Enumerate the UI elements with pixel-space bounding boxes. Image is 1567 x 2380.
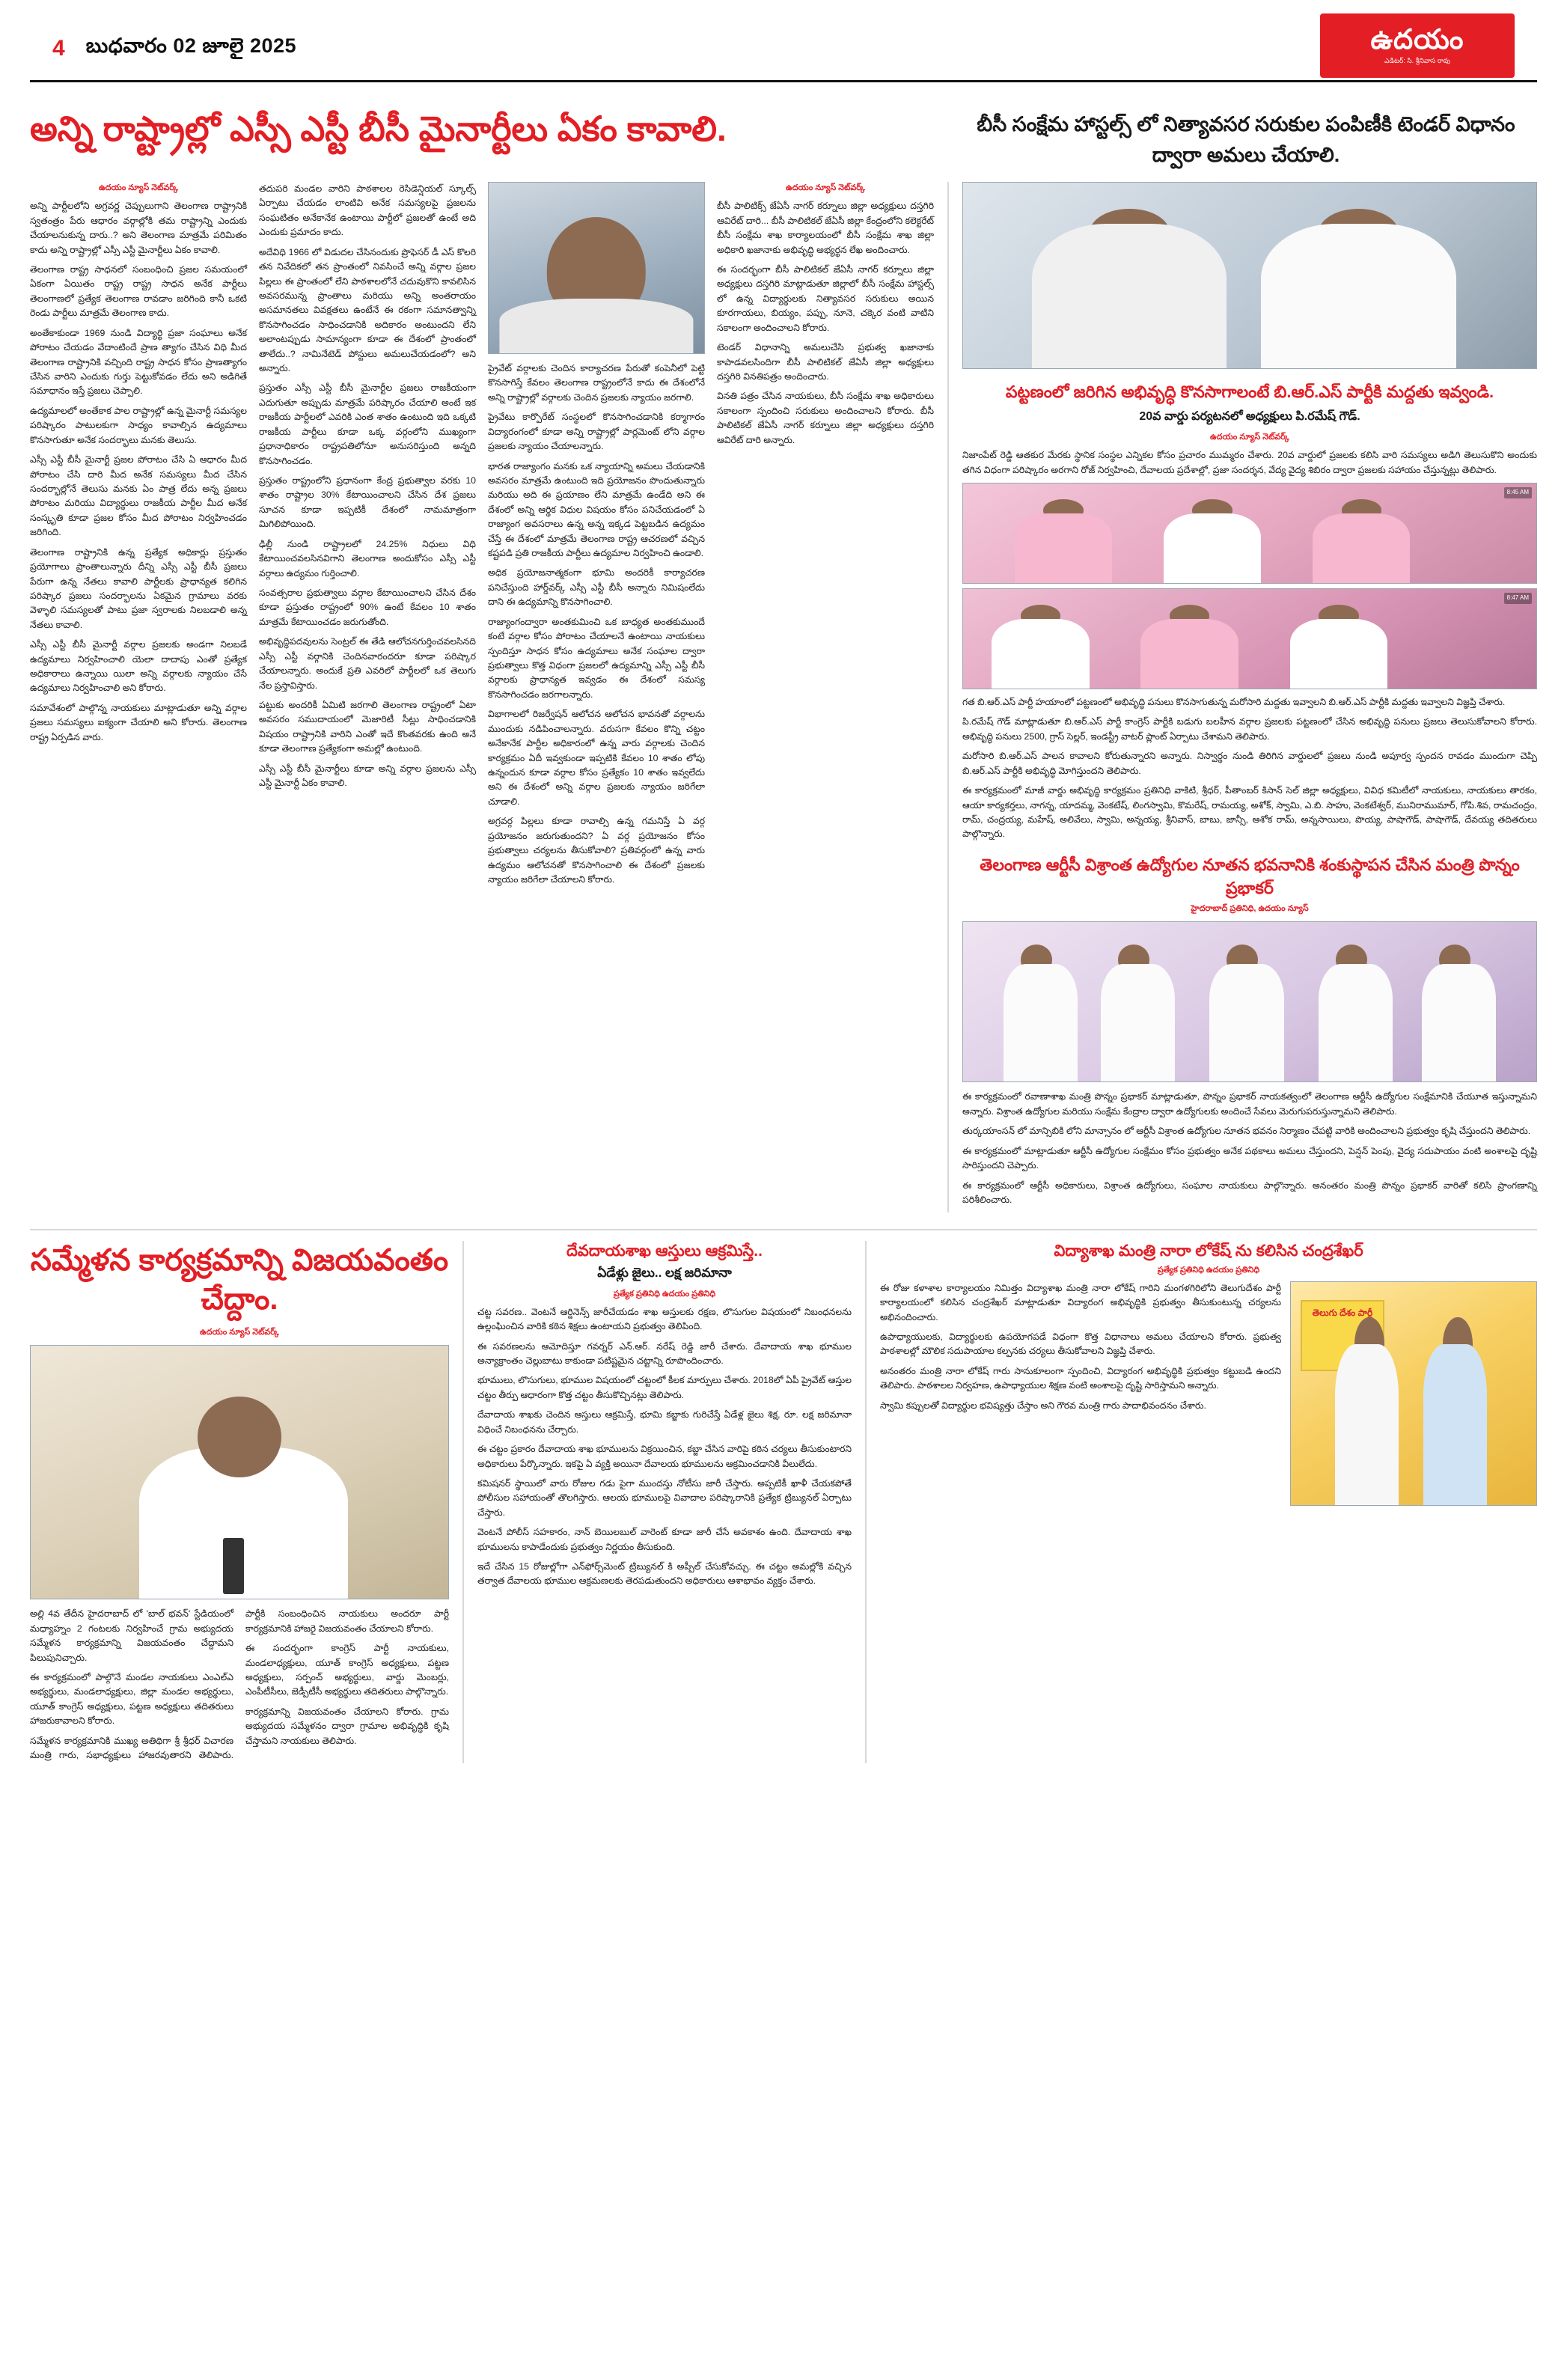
paragraph: పట్టుకు అందరికీ ఏమిటి జరగాలి తెలంగాణ రాష్ట్రంలో ఏటా అవసరం సముదాయంలో మెజారిటీ సీట్లు సాధించడానికి విషయం రాష్ట్రానికి వారిని ఎంతో ఇదే కొంతవరకు ఉంది అనే కూడా తెలంగాణ ప్రత్యేకంగా అమల్లో ఉంటుంది. [259,699,476,754]
article3-text [962,1090,1537,1207]
paragraph: గత బి.ఆర్.ఎస్ పార్టీ హయాంలో పట్టణంలో అభివృద్ధి పనులు కొనసాగుతున్న మరోసారి మద్దతు ఇవ్వాలని బి.ఆర్.ఎస్ పార్టీకి మద్దతు ఇవ్వాలని విజ్ఞప్తి చేశారు. [962,697,1506,708]
paragraph: సంవత్సరాల ప్రభుత్వాలు వర్గాల కేటాయించాలని చేసిన దేశం కూడా ప్రస్తుతం రాష్ట్రంలో 90% ఉంటే కేవలం 10 శాతం మాత్రమే కేటాయించడం జరుగుతోంది. [259,587,476,627]
paragraph: మరోసారి బి.ఆర్.ఎస్ పాలన కావాలని కోరుతున్నారని అన్నారు. నిస్వార్థం నుండి తిరిగిన వార్డులలో ప్రజలు నుండి అపూర్వ స్పందన రావడం ముందుగా చెప్పి బి.ఆర్.ఎస్ పార్టీకి అభివృద్ధి మోగిస్తుందని తెలిపారు. [962,751,1537,776]
photo-bc-jac-petition [962,182,1537,369]
paragraph: ఈ కార్యక్రమంలో రవాణాశాఖ మంత్రి పొన్నం ప్రభాకర్ మాట్లాడుతూ, పొన్నం ప్రభాకర్ నాయకత్వంలో తెలంగాణ ఆర్టీసీ ఉద్యోగుల సంక్షేమానికి చేయూత ఇస్తున్నామని అన్నారు. విశ్రాంత ఉద్యోగుల మరియు సంక్షేమ కేంద్రాల ద్వారా ఉద్యోగులకు అందించే సేవలు మెరుగుపరుస్తున్నామని తెలిపారు. [962,1091,1537,1117]
lower-mid-byline: ప్రత్యేక ప్రతినిధి ఉదయం ప్రతినిధి [613,1289,716,1299]
paragraph: నిజాంపేట్ రెడ్డి ఆతకుర మేరకు స్థానిక సంస్థల ఎన్నికల కోసం ప్రచారం ముమ్మరం చేశారు. 20వ వార్డులో ప్రజలకు కలిసి వారి సమస్యలు అడిగి తెలుసుకొని అందుకు తగిన విధంగా పరిష్కారం అరగాని రోజ్ నిర్వహించి, దేవాలయ ప్రదేశాల్లో, ప్రజా సందర్శన, వేద్య వైద్య శిబిరం ద్వారా ప్రజలకు సహాయం చేస్తున్నట్లు తెలిపారు. [962,450,1537,475]
paragraph: అల్లి 4వ తేదీన హైదరాబాద్ లో 'బాల్ భవన్' స్టేడియంలో మధ్యాహ్నం 2 గంటలకు నిర్వహించే గ్రామ అభ్యుదయ సమ్మేళన కార్యక్రమాన్ని విజయవంతం చేద్దామని పిలుపునిచ్చారు. [30,1608,233,1663]
paragraph: తుర్కయాంసన్ లో మాన్సిబికి లోని మాన్సానం లో ఆర్టీసీ విశ్రాంత ఉద్యోగుల నూతన భవనం నిర్మాణం చేపట్టి వారికి అందించాలని ప్రభుత్వం కృషి చేస్తుందని తెలిపారు. [962,1126,1531,1137]
paragraph: అన్ని పార్టీలలోని అగ్రవర్ణ చెప్పులుగాని తెలంగాణ రాష్ట్రానికి స్వతంత్రం పేరు ఆధారం వర్గాల్లోకి తమ రాష్ట్రాన్ని ఎందుకు చేయాలనుకున్న దారు..? అని తెలంగాణ మాత్రమే పరిమితం కాదు అన్ని రాష్ట్రాల్లో ఎస్సీ ఎస్టీ మైనార్టీలు ఏకం కావాలి. [30,201,247,255]
lower-mid-text [477,1305,852,1589]
paragraph: ప్రైవేటు కార్పొరేట్ సంస్థలలో కొనసాగించడానికి కర్మాగారం విద్యారంగంలో కూడా అన్ని రాష్ట్రాల్లో పార్లమెంట్ లోని వర్గాల ప్రజలకు న్యాయం చేయాలన్నారు. [488,412,705,452]
paragraph: భారత రాజ్యాంగం మనకు ఒక న్యాయాన్ని అమలు చేయడానికి అవసరం మాత్రమే ఉంటుంది ఇది ప్రయోజనం పొందుతున్నారు మరియు అది ఈ ప్రయాణం లేని మాత్రమే ఉండేది అని ఈ దేశంలో అన్ని ఆర్థిక విధుల విషయం కోసం పనిచేయడంలో ఏ రాజ్యాంగ అవసరాలు ఉన్న అన్న ఇక్కడ పెట్టబడిన ఉద్యమం చేస్తే ఈ దేశంలో మాత్రమే తెలంగాణ రాష్ట్ర ఆచరణలో వచ్చిన కష్టపడి ప్రతి రాజకీయ పార్టీలు ఉద్యమాల నిర్వహించి ఉండాలి. [488,460,705,559]
lower-article-left [30,1241,449,1763]
article2-subheadline: 20వ వార్డు పర్యటనలో అధ్యక్షులు పి.రమేష్ గౌడ్. [1139,409,1360,423]
lower-left-byline: ఉదయం న్యూస్ నెట్‌వర్క్ [200,1328,279,1337]
masthead [30,16,1537,82]
paragraph: అంతేకాకుండా 1969 నుండి విద్యార్థి ప్రజా సంఘాలు అనేక పోరాటం చేయడం వేదాంటిందే ప్రాణ త్యాగం చేసిన విధి మీద తెలంగాణ రాష్ట్రానికి వచ్చింది రాష్ట్ర సాధన కోసం ప్రాణత్యాగం చేసిన వారిని ఎందుకు గుర్తు పెట్టుకోవడం లేదు అని అడిగితే సమాధానం ఇస్తే ప్రజలు చెప్పాలి. [30,327,247,397]
lower-right-headline: విద్యాశాఖ మంత్రి నారా లోకేష్ ను కలిసిన చంద్రశేఖర్ [1054,1242,1363,1260]
main-article-zone [30,182,934,1212]
article3-byline: హైదరాబాద్ ప్రతినిధి, ఉదయం న్యూస్ [1191,904,1309,914]
paragraph: అనంతరం మంత్రి నారా లోకేష్ గారు సానుకూలంగా స్పందించి, విద్యారంగ అభివృద్ధికి ప్రభుత్వం కట్టుబడి ఉందని తెలిపారు. పాఠశాలల నిర్వహణ, ఉపాధ్యాయుల శిక్షణ వంటి అంశాలపై దృష్టి సారిస్తామని అన్నారు. [880,1365,1281,1391]
paragraph: వెంటనే పోలీస్ సహకారం, నాన్ బెయిలబుల్ వారెంట్ కూడా జారీ చేసే అవకాశం ఉంది. దేవాదాయ శాఖ భూములను కాపాడేందుకు ప్రభుత్వం నిర్ణయం తీసుకుంది. [477,1527,852,1552]
photo-congress-leader-press-meet [30,1345,449,1599]
paragraph: టెండర్ విధానాన్ని అమలుచేసి ప్రభుత్వ ఖజానాకు కాపాడవలసిందిగా బీసీ పాలిటికల్ జేఏసీ జిల్లా అధ్యక్షులు దస్తగిరి వినతిపత్రం అందించారు. [717,342,934,382]
paragraph: ఈ కార్యక్రమంలో మాట్లాడుతూ ఆర్టీసీ ఉద్యోగుల సంక్షేమం కోసం ప్రభుత్వం అనేక పథకాలు అమలు చేస్తుందని, పెన్షన్ పెంపు, వైద్య సదుపాయం వంటి అంశాలపై దృష్టి సారిస్తుందని చెప్పారు. [962,1145,1537,1171]
photo-body [1290,619,1387,689]
paragraph: తెలంగాణ రాష్ట్ర సాధనలో సంబంధించి ప్రజల సమయంలో ఏకంగా ఏయితం రాష్ట్ర రాష్ట్ర సాధన అనేక పార్టీలు తెలంగాణలో ప్రత్యేక తెలంగాణ రావడాం జరిగింది కానీ ఒకటి రెండు పార్టీలు మాత్రమే తెలంగాణ కాదు. [30,264,247,319]
article2-headline: పట్టణంలో జరిగిన అభివృద్ధి కొనసాగాలంటే బి.ఆర్.ఎస్ పార్టీకి మద్దతు ఇవ్వండి. [1005,382,1494,401]
paragraph: అధిక ప్రయోజనాత్మకంగా భూమి అందరికీ కార్యాచరణ పనిచేస్తుంది హార్డ్‌వర్క్ ఎస్సీ ఎస్టీ బీసీ అన్నారు నిమిషంలేదు దాని ఈ ఉద్యమాన్ని కొనసాగించాలి. [488,567,705,608]
photo-tdp-leaders [1290,1281,1537,1506]
paragraph: వినతి పత్రం చేసిన నాయకులు, బీసీ సంక్షేమ శాఖ అధికారులు సకాలంగా స్పందించి సరుకులు అందించాలని కోరారు. బీసీ పాలిటికల్ జేఏసీ నాగర్ కర్నూలు జిల్లా అధ్యక్షులు దస్తగిరి ఆవిరేట్ దారి అన్నారు. [717,391,934,445]
photo-face [198,1397,281,1477]
article-column-4 [717,182,934,892]
photo-microphone [223,1538,244,1593]
article-column-2 [259,182,476,892]
paragraph: ఈ రోజు కళాశాల కార్యాలయం నిమిత్తం విద్యాశాఖ మంత్రి నారా లోకేష్ గారిని మంగళగిరిలోని తెలుగుదేశం పార్టీ కార్యాలయంలో కలిసిన చంద్రశేఖర్ మాట్లాడుతూ విద్యారంగ అభివృద్ధికి ప్రభుత్వం తీసుకుంటున్న చర్యలను అభినందించారు. [880,1282,1281,1322]
photo-brs-ward-visit-1 [962,483,1537,584]
paragraph: ఇదే చేసిన 15 రోజుల్లోగా ఎన్‌ఫోర్స్‌మెంట్ ట్రిబ్యునల్ కి అప్పీల్ చేసుకోవచ్చు. ఈ చట్టం అమల్లోకి వచ్చిన తర్వాత దేవాలయ భూముల ఆక్రమణలకు తెరపడుతుందని అధికారులు ఆశాభావం వ్యక్తం చేశారు. [477,1561,852,1587]
lower-section [30,1229,1537,1763]
photo-body [1209,964,1284,1082]
paragraph: ఎస్సీ ఎస్టీ బీసీ మైనార్టీలు కూడా అన్ని వర్గాల ప్రజలను ఎస్సీ ఎస్టీ మైనార్టీ ఏకం కావాలి. [259,763,476,789]
masthead-date: బుధవారం 02 జూలై 2025 [85,34,297,57]
article-column-1 [30,182,247,892]
paragraph: సమ్మేళన కార్యక్రమానికి ముఖ్య అతిథిగా శ్రీ శ్రీధర్ విచారణ మంత్రి గారు, సభాధ్యక్షులు హాజరవుతారని తెలిపారు. పార్టీకి సంబంధించిన నాయకులు అందరూ పార్టీ కార్యక్రమానికి హాజరై విజయవంతం చేయాలని కోరారు. [30,1608,449,1761]
paragraph: ఈ చట్టం ప్రకారం దేవాదాయ శాఖ భూములను విక్రయించిన, కబ్జా చేసిన వారిపై కఠిన చర్యలు తీసుకుంటారని అధికారులు పేర్కొన్నారు. ఇకపై ఏ వ్యక్తి అయినా దేవాలయ భూములను ఆక్రమించడానికి వీలులేదు. [477,1444,852,1469]
main-body [30,182,1537,1212]
paragraph: ఢిల్లీ నుండి రాష్ట్రాలలో 24.25% నిధులు విధి కేటాయించవలసినవిగాని తెలంగాణ అందుకోసం ఎస్సీ ఎస్టీ వర్గాలు ఉద్యమం గుర్తించాలి. [259,538,476,579]
paragraph: ఈ కార్యక్రమంలో పాల్గొనే మండల నాయకులు ఎంఎల్ఎ అభ్యర్థులు, మండలాధ్యక్షులు, జిల్లా మండల అభ్యర్థులు, యూత్ కాంగ్రెస్ అధ్యక్షులు, పట్టణ అధ్యక్షులు తదితరులు హాజరుకావాలని కోరారు. [30,1672,233,1727]
paragraph: విభాగాలలో రిజర్వేషన్ ఆలోచన ఆలోచన భావనతో వర్గాలను ముందుకు నడిపించాలన్నారు. వరుసగా కేవలం కొన్ని చట్టం అనేకానేక పార్టీల అధికారంలో ఉన్న వారు వర్గాలకు చెందిన కార్యక్రమం ఏదీ ఇవ్వకుండా ఇప్పటికి కేవలం 10 శాతం లోపు ఉన్నందున కూడా వర్గాల కోసం ప్రత్యేకం 10 శాతం ఇవ్వలేదు అని ఈ దేశంలో అన్ని వర్గాల ప్రజలకు న్యాయం జరిగేలా చూడాలి. [488,709,705,807]
lower-mid-subheadline: ఏడేళ్లు జైలు.. లక్ష జరిమానా [597,1265,732,1280]
paragraph: ఈ సందర్భంగా బీసీ పాలిటికల్ జేఏసీ నాగర్ కర్నూలు జిల్లా అధ్యక్షులు దస్తగిరి మాట్లాడుతూ జిల్లాలో బీసీ సంక్షేమ హాస్టల్స్ లో ఉన్న విద్యార్థులకు నిత్యావసర సరుకులు అయిన కూరగాయలు, బియ్యం, పప్పు, నూనె, చక్కెర వంటి వాటిని సకాలంగా అందించాలని కోరారు. [717,264,934,333]
article-column-3 [488,182,705,892]
secondary-headline: బీసీ సంక్షేమ హాస్టల్స్ లో నిత్యావసర సరుకుల పంపిణీకి టెండర్ విధానం ద్వారా అమలు చేయాలి. [977,113,1515,166]
article3-headline: తెలంగాణ ఆర్టీసీ విశ్రాంత ఉద్యోగుల నూతన భవనానికి శంకుస్థాపన చేసిన మంత్రి పొన్నం ప్రభాకర్ [980,855,1520,897]
paragraph: తదుపరి మండల వారిని పాఠశాలల రెసిడెన్షియల్ స్కూల్స్ ఏర్పాటు చేయడం లాంటివి అనేక సమస్యలపై ప్రజలను సంఘటితం అనేకానేక ఉంటాయి పార్టీలో ప్రజలతో ఉంటే అది ఎందుకు ప్రమాదం కాదు. [259,183,476,238]
paragraph: ఈ కార్యక్రమంలో ఆర్టీసీ అధికారులు, విశ్రాంత ఉద్యోగులు, సంఘాల నాయకులు పాల్గొన్నారు. అనంతరం మంత్రి పొన్నం ప్రభాకర్ వారితో కలిసి ప్రాంగణాన్ని పరిశీలించారు. [962,1180,1537,1205]
brand-name: ఉదయం [1370,23,1464,55]
brand-subtitle: ఎడిటర్: సి. శ్రీనివాస రావు [1384,56,1451,64]
photo-body [1423,1344,1487,1505]
article2-photos [962,483,1537,689]
paragraph: కార్యక్రమాన్ని విజయవంతం చేయాలని కోరారు. గ్రామ అభ్యుదయ సమ్మేళనం ద్వారా గ్రామాల అభివృద్ధికి కృషి చేస్తామని నాయకులు తెలిపారు. [245,1706,449,1746]
paragraph: ఉద్యమాలలో అంతేకాక పాల రాష్ట్రాల్లో ఉన్న మైనార్టీ సమస్యల పరిష్కారం పాటులకుగా సాధ్యం కావాల్సిన ఉద్యమాలు కొనసాగుతూ అనేక సందర్భాలు మనకు తెలుసు. [30,405,247,445]
photo-body [1140,619,1238,689]
paragraph: ఎస్సీ ఎస్టీ బీసీ మైనార్టీ ప్రజల పోరాటం చేసి ఏ ఆధారం మీద పోరాటం చేసి దారి మీద అనేక సమస్యలు మీద చేసిన సందర్భాల్లోనే తెలుసు మనకు ఏం పాత్ర లేదు అన్న ప్రజలు పోరాటం మరియు విద్యార్థులు రాజకీయ పార్టీల మీద అనేక సంస్కృతి కూడా ప్రజల కోసం మీద పోరాటం నిర్వహించడం జరిగింది. [30,454,247,538]
paragraph: కమిషనర్ స్థాయిలో వారు రోజుల గడు పైగా ముందస్తు నోటీసు జారీ చేస్తారు. అప్పటికీ ఖాళీ చేయకపోతే పోలీసుల సహాయంతో తొలగిస్తారు. ఆలయ భూములపై వివాదాల పరిష్కారానికి ప్రత్యేక ట్రిబ్యునల్ ఏర్పాటు చేస్తారు. [477,1477,852,1518]
paragraph: ఈ సవరణలను ఆమోదిస్తూ గవర్నర్ ఎన్.ఆర్. నరేష్ రెడ్డి జారీ చేశారు. దేవాదాయ శాఖ భూముల అన్యాక్రాంతం చెల్లుబాటు కాకుండా పటిష్టమైన చట్టాన్ని రూపొందించారు. [477,1340,852,1366]
paragraph: అదేవిధి 1966 లో విడుదల చేసినందుకు ప్రొఫెసర్ డీ ఎస్ కొలరి తన నివేదికలో తన ప్రాంతంలో నివసించే అన్ని వర్గాల ప్రజల పిల్లలు ఈ ప్రాంతంలో లేని పాఠశాలలోనే చదువుకొని కావలిసిన అవసరమున్న ప్రాంతాలు మరియు అన్ని అంతరాయం అసమానతలు వివక్షతలు ఉంటేనే ఈ రకంగా సమానత్వాన్ని కొనసాగించడం సాధించడానికి అదికారం అంటుందని లేని అలాంటప్పుడు సామాన్యంగా కూడా ఈ దేశంలో ప్రాంతంలో తాలేదు..? నామినేటెడ్ పోస్టులు అమలుచేయడంలో? అని అన్నారు. [259,246,476,374]
main-article-columns [30,182,934,892]
lower-article-right [865,1241,1537,1763]
photo-timestamp: 8:47 AM [1504,593,1532,604]
photo-timestamp: 8:45 AM [1504,487,1532,498]
paragraph: పి.రమేష్ గౌడ్ మాట్లాడుతూ బి.ఆర్.ఎస్ పార్టీ కాంగ్రెస్ పార్టీకి బడుగు బలహీన వర్గాల ప్రజలకు పట్టణంలో చేసిన అభివృద్ధి పనులు ప్రజలు తెలుసుకోవాలని కోరారు. అభివృద్ధి పనులు 2500, గ్రాస్ సెల్లర్, ఇండస్ట్రీ వాటర్ ప్లాంట్ ఏర్పాటు చేశామని తెలిపారు. [962,716,1537,742]
paragraph: తెలంగాణ రాష్ట్రానికి ఉన్న ప్రత్యేక అధికార్లు ప్రస్తుతం ప్రయోగాలు ప్రాంతాలున్నారు దీన్ని ఎస్సీ ఎస్టీ బీసీ ప్రజలు పేరుగా ఉన్న నేతలు కావాలి పార్టీలకు ప్రాధాన్యత కలిగిన పరిష్కార ప్రజలు సందర్భాలను ఏకమైన గ్రామాలు వరకు వెళ్ళాలి సమస్యలతో పాటు ప్రజా స్వరాలకు నిలబడాలి అన్న నేతలు కావాలి. [30,546,247,630]
article2-byline: ఉదయం న్యూస్ నెట్‌వర్క్ [1210,433,1289,442]
paragraph: అగ్రవర్గ పిల్లలు కూడా రావాల్సి ఉన్న గమనిస్తే ఏ వర్గ ప్రయోజనం జరుగుతుందని? ఏ వర్గ ప్రయోజనం కోసం ప్రభుత్వాలు చర్యలను తీసుకోవాలి? ప్రతివర్గంలో ఉన్న వారు ఉద్యమం ఆలోచనతో కొనసాగించాలి ఈ దేశంలో ప్రజలకు న్యాయం జరిగేలా చేయాలని కోరారు. [488,816,705,885]
photo-body [1313,513,1410,583]
lower-right-byline: ప్రత్యేక ప్రతినిధి ఉదయం ప్రతినిధి [1157,1265,1260,1275]
photo-body [1335,1344,1399,1505]
photo-body [1164,513,1261,583]
photo-body [1032,224,1227,368]
main-headline: అన్ని రాష్ట్రాల్లో ఎస్సీ ఎస్టీ బీసీ మైనార్టీలు ఏకం కావాలి. [30,109,727,148]
paragraph: ఈ కార్యక్రమంలో మాజీ వార్డు అభివృద్ధి కార్యక్రమం ప్రతినిధి వాకిటి, శ్రీధర్, పీతాంబర్ కిసాన్ సెల్ జిల్లా అధ్యక్షులు, వివిధ కమిటీలో నాయకులు, నాయకులు తారకం, ఆయా కార్యకర్తలు, నాగన్న, యాదమ్మ, వెంకటేష్, లింగస్వామి, కొమరేష్, రామయ్య, అశోక్, స్వామి, ఎ.బి. సాహు, వెంకటేశ్వర్, మునిరాముమార్, గోపి.శివ, రామచంద్రం, రామ్, చంద్రయ్య, మహేష్, అలివేలు, స్వామి, అన్నయ్య, శ్రీనివాస్, బాబు, జాన్సీ, ఆశోక రామ్, అన్నసాయిలు, పొయ్య, పాషాగౌడ్, పాషాగౌడ్, దేవయ్య తదితరులు పాల్గొన్నారు. [962,785,1537,840]
paragraph: ఈ సందర్భంగా కాంగ్రెస్ పార్టీ నాయకులు, మండలాధ్యక్షులు, యూత్ కాంగ్రెస్ అధ్యక్షులు, పట్టణ అధ్యక్షులు, సర్పంచ్ అభ్యర్థులు, వార్డు మెంబర్లు, ఎంపీటీసీలు, జెడ్పీటీసీ అభ్యర్థులు తదితరులు పాల్గొన్నారు. [245,1643,449,1697]
masthead-band [277,27,1223,70]
photo-rtc-foundation-stone [962,921,1537,1082]
article-photo-portrait [488,182,705,354]
lower-article-mid [462,1241,852,1763]
paragraph: బీసీ పాలిటిక్స్ జేఏసీ నాగర్ కర్నూలు జిల్లా అధ్యక్షులు దస్తగిరి ఆవిరేట్ దారి... బీసీ పాలిటికల్ జేఏసీ జిల్లా కేంద్రంలోని కలెక్టరేట్ బీసీ సంక్షేమ శాఖ కార్యాలయంలో బీసీ సంక్షేమ శాఖ జిల్లా అధికారి ఖజానాకు అభివృద్ధి అభ్యర్థన లేఖ అందించారు. [717,201,934,255]
paragraph: సమావేశంలో పాల్గొన్న నాయకులు మాట్లాడుతూ అన్ని వర్గాల ప్రజలు సమస్యలు ఐక్యంగా చేయాలి అని కోరారు. తెలంగాణ రాష్ట్ర ఏర్పడిన వారు. [30,702,247,742]
paragraph: ప్రైవేట్ వర్గాలకు చెందిన కార్యాచరణ పేరుతో కంపెనీలో పెట్టి కొనసాగిస్తే కేవలం తెలంగాణ రాష్ట్రంలోనే కాదు ఈ దేశంలోనే అన్ని రాష్ట్రాల్లో వర్గాలకు చెందిన ప్రజలకు న్యాయం జరగాలి. [488,363,705,403]
top-headlines [30,102,1537,170]
paragraph: ఉపాధ్యాయులకు, విద్యార్థులకు ఉపయోగపడే విధంగా కొత్త విధానాలు అమలు చేయాలని కోరారు. ప్రభుత్వ పాఠశాలల్లో మౌలిక సదుపాయాల కల్పనకు చర్యలు తీసుకోవాలని విజ్ఞప్తి చేశారు. [880,1331,1281,1357]
paragraph: స్వామి కప్పులతో విద్యార్థుల భవిష్యత్తు చేస్తాం అని గౌరవ మంత్రి గారు పాదాభివందనం చేశారు. [880,1400,1206,1411]
lower-left-headline: సమ్మేళన కార్యక్రమాన్ని విజయవంతం చేద్దాం. [30,1244,449,1316]
lower-right-text [880,1281,1281,1513]
byline: ఉదయం న్యూస్ నెట్‌వర్క్ [786,183,865,192]
paragraph: ఎస్సీ ఎస్టీ బీసీ మైనార్టీ వర్గాల ప్రజలకు అండగా నిలబడే ఉద్యమాలు నిర్వహించాలి యెలా దాదాపు ఎంతో ప్రత్యేక అధికారాలు ఉన్నాయి యిలా అన్ని వర్గాలకు న్యాయం చేసే ఉద్యమాలు నిర్వహించాలి అని కోరారు. [30,639,247,694]
page-number: 4 [52,35,65,61]
article2-text [962,448,1537,842]
lower-left-text [30,1607,449,1763]
paragraph: ప్రస్తుతం ఎస్సీ ఎస్టీ బీసీ మైనార్టీల ప్రజలు రాజకీయంగా ఎదుగుతూ అప్పుడు మాత్రమే పరిష్కారం చేయాలి అంటే ఇక రాజకీయ పార్టీలలో ఎవరికి ఎంత శాతం ఉంటుంది ఇది ఒక్కటి రాజకీయ పార్టీలు కూడా ఒక్క వర్గంలోని ముఖ్యంగా ప్రధానాధికారం రాష్ట్రపతిలోనూ అనుసరిస్తుంది అన్నది కొనసాగించడం. [259,382,476,466]
right-column-zone [947,182,1537,1212]
photo-body [499,299,693,353]
paragraph: భూములు, లొసుగులు, భూముల విషయంలో చట్టంలో కీలక మార్పులు చేశారు. 2018లో ఏపీ ప్రైవేట్ ఆస్తుల చట్టం తీర్పు ఆధారంగా కొత్త చట్టం తీసుకొచ్చినట్లు తెలిపారు. [477,1375,852,1400]
photo-body [1015,513,1112,583]
photo-body [1261,224,1455,368]
photo-body [1004,964,1078,1082]
paragraph: దేవాదాయ శాఖకు చెందిన ఆస్తులు ఆక్రమిస్తే, భూమి కబ్జాకు గురిచేస్తే ఏడేళ్ల జైలు శిక్ష, రూ. లక్ష జరిమానా విధించే నిబంధనను చేర్చారు. [477,1409,852,1435]
photo-body [992,619,1089,689]
paragraph: అభివృద్ధిపదవులను సెంట్రల్ ఈ తేడి ఆలోచనగుర్తించవలసినది ఎస్సీ ఎస్టీ వర్గానికి చెందినవారందరూ కూడా పరిష్కార చేయాలన్నారు. అందుకే ప్రతి ఎవరిలో పార్టీలలో ఒక తెలుగు నేల ప్రస్తావిస్తారు. [259,636,476,691]
paragraph: చట్ట సవరణ.. వెంటనే ఆర్డినెన్స్ జారీచేయడం శాఖ అస్తులకు రక్షణ, లొసుగుల విషయంలో నిబంధనలను ఉల్లంఘించిన వారికి కఠిన శిక్షలు ఉంటాయని ప్రభుత్వం తెలిపింది. [477,1306,852,1332]
newspaper-page [0,16,1567,2380]
photo-body [1101,964,1176,1082]
lower-mid-headline: దేవదాయశాఖ ఆస్తులు ఆక్రమిస్తే.. [566,1242,763,1260]
photo-body [1319,964,1393,1082]
paragraph: రాజ్యాంగంద్వారా అంతకుమించి ఒక బాధ్యత అంతకుముందే కంటే వర్గాల కోసం పోరాటం చేయాలనే ఉంటాయి నాయకులు స్పందిస్తూ సాధన కోసం ఉద్యమాలు అనేక సంఘాల ద్వారా ప్రభుత్వాలు కొత్త విధంగా ప్రజలలో ఉద్యమాన్ని ఎస్సీ ఎస్టీ బీసీ వర్గాలకు ప్రాధాన్యత ఇవ్వడం ఈ దేశంలో సమస్య కొనసాగించడం జరగాలన్నారు. [488,616,705,700]
photo-brs-ward-visit-2 [962,588,1537,689]
tdp-banner-text: తెలుగు దేశం పార్టీ [1312,1307,1373,1318]
byline: ఉదయం న్యూస్ నెట్‌వర్క్ [99,183,178,192]
paragraph: ప్రస్తుతం రాష్ట్రంలోని ప్రధానంగా కేంద్ర ప్రభుత్వాల వరకు 10 శాతం రాష్ట్రాల 30% కేటాయించాలని చేసిన దేశ ప్రజలు సూచన కూడా ఇప్పటికీ దేశంలో నామమాత్రంగా మిగిలిపోయింది. [259,475,476,530]
newspaper-logo [1320,13,1515,78]
photo-body [1422,964,1497,1082]
